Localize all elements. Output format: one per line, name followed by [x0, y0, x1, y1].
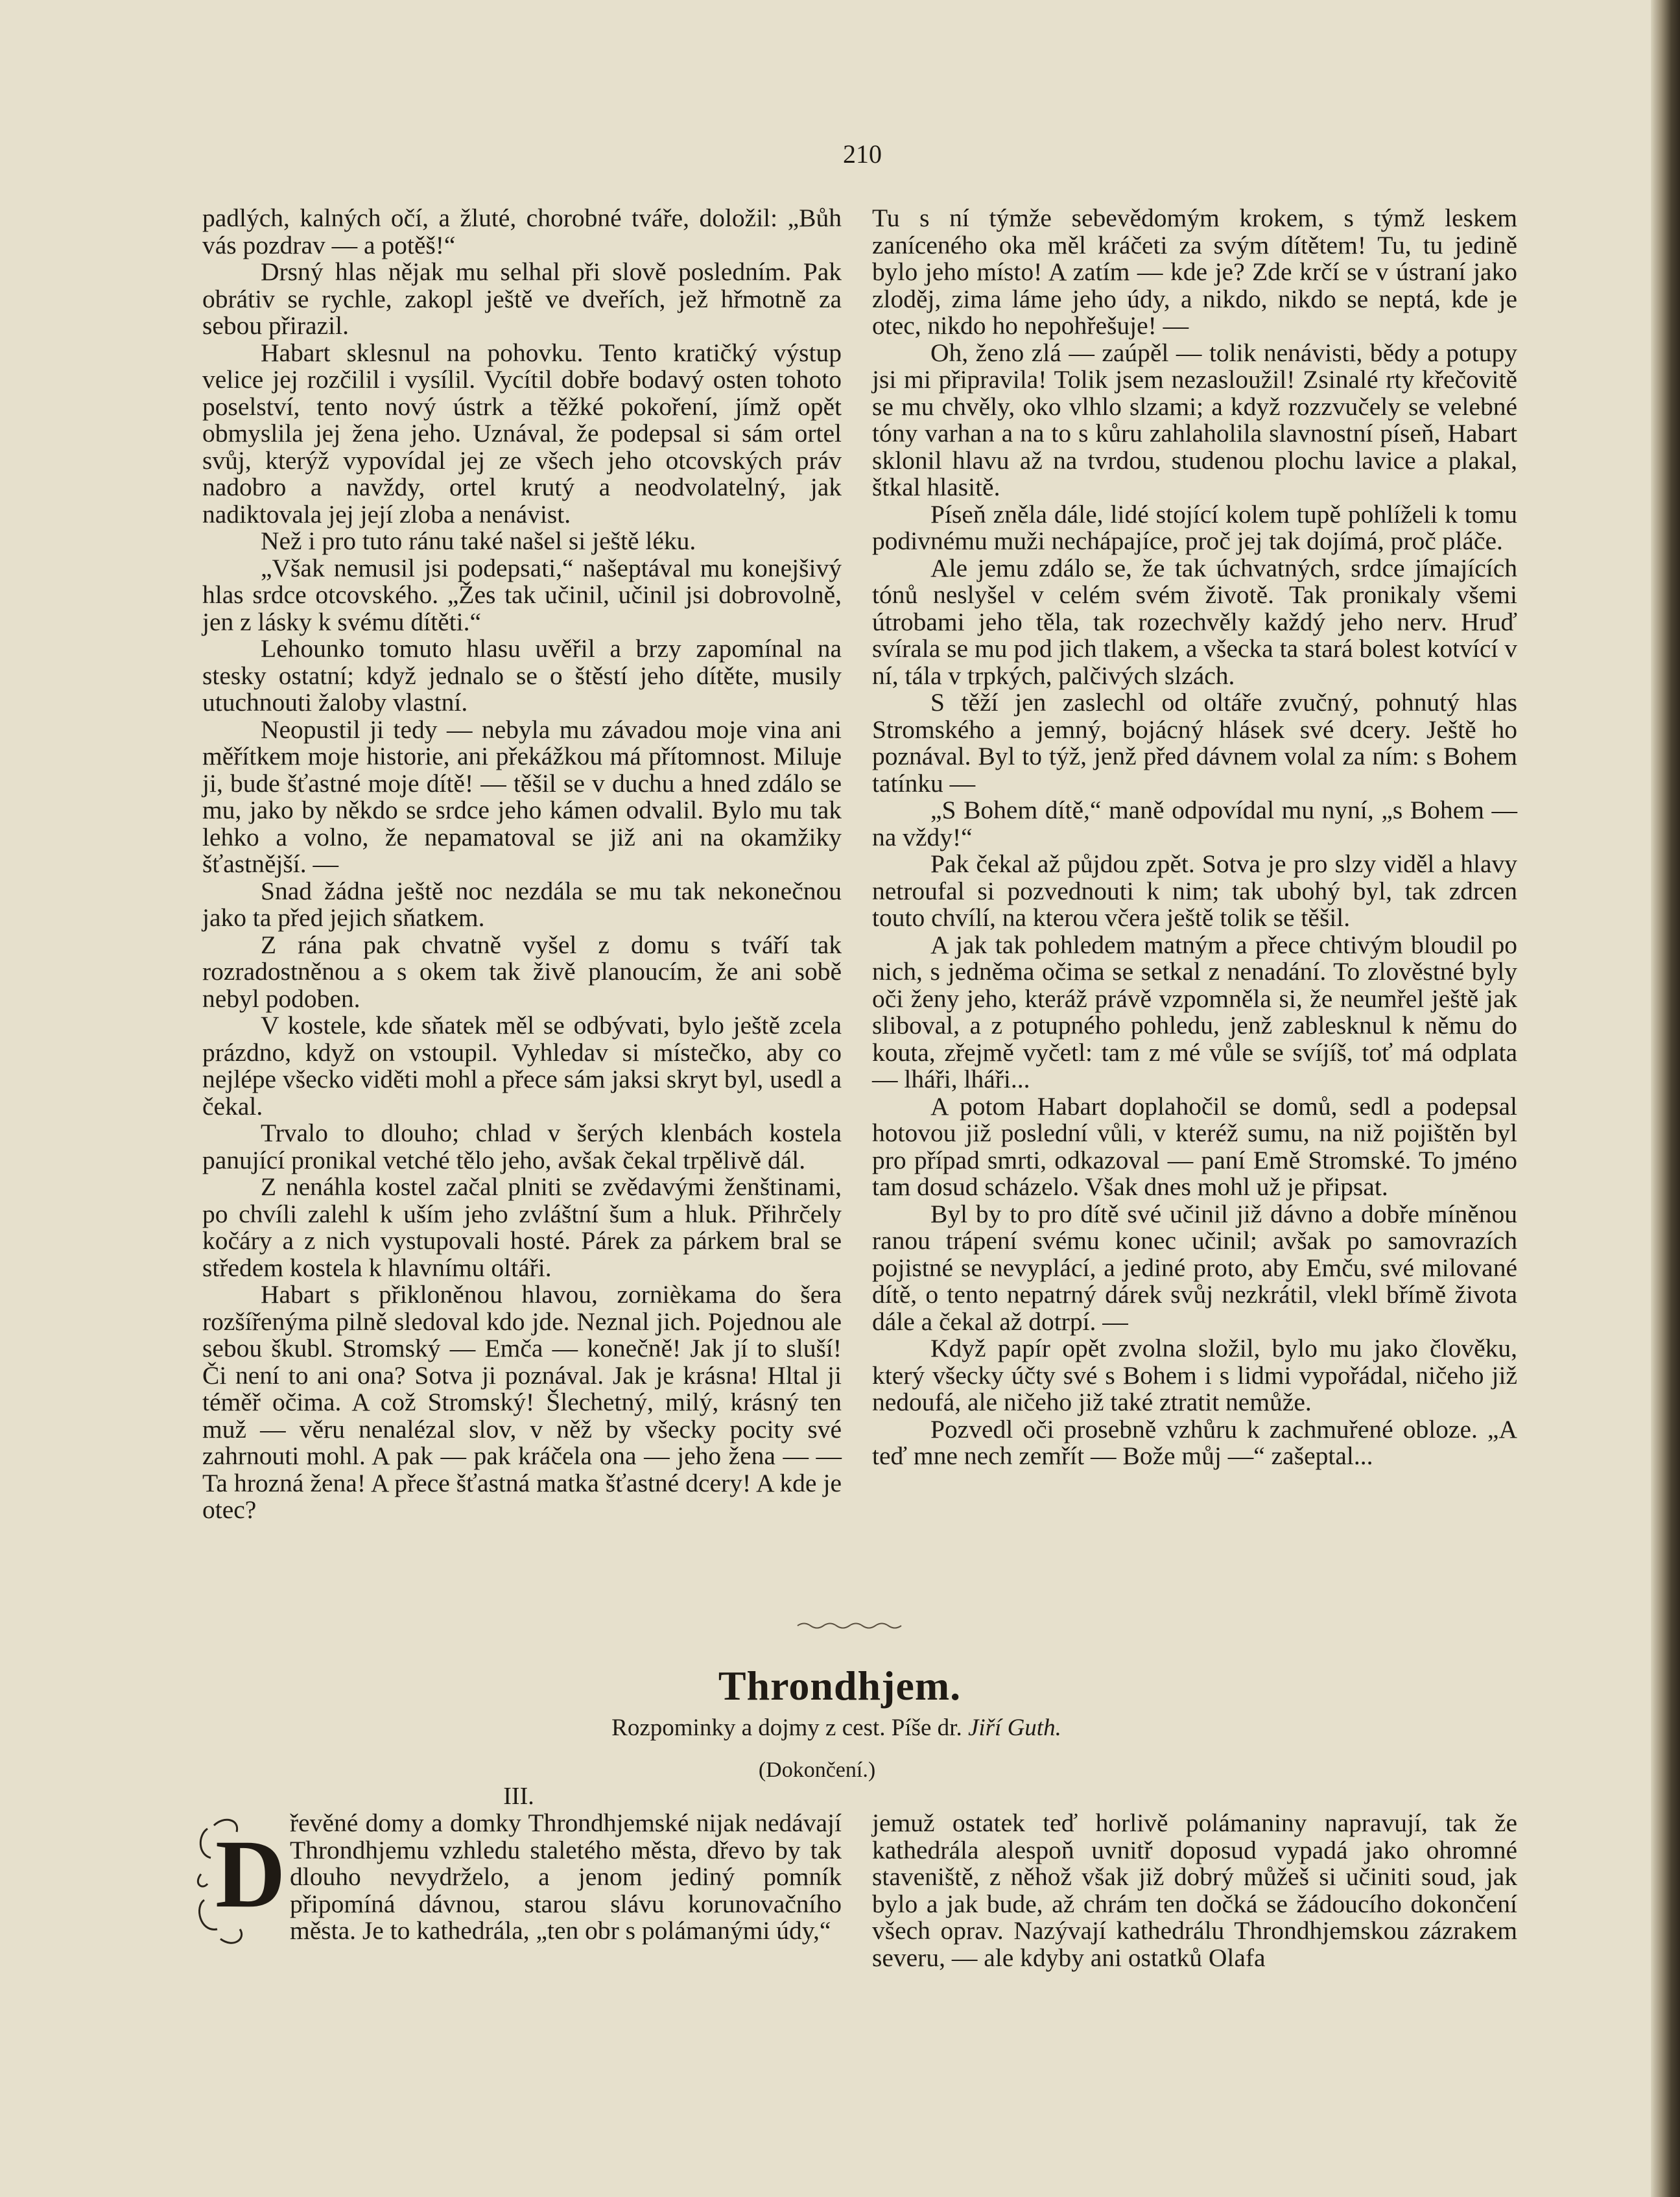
paragraph: „Však nemusil jsi podepsati,“ našeptával mu konejšivý hlas srdce otcovského. „Žes tak učinil, učinil jsi dobrovolně, jen z lásky k svému dítěti.“	[202, 553, 842, 636]
article-title: Throndhjem.	[718, 1663, 962, 1709]
paragraph: Lehounko tomuto hlasu uvěřil a brzy zapomínal na stesky ostatní; když jednalo se o štěstí jeho dítěte, musily utuchnouti žaloby vlastní.	[202, 634, 842, 717]
book-binding-edge	[1651, 0, 1680, 2197]
paragraph: Z rána pak chvatně vyšel z domu s tváří tak rozradostněnou a s okem tak živě planoucím, že ani sobě nebyl podoben.	[202, 930, 842, 1013]
paragraph: Trvalo to dlouho; chlad v šerých klenbách kostela panující pronikal vetché tělo jeho, avšak čekal trpělivě dál.	[202, 1119, 842, 1174]
left-column	[202, 205, 842, 1524]
paragraph: Když papír opět zvolna složil, bylo mu jako člověku, který všecky účty své s Bohem i s lidmi vypořádal, ničeho již nedoufá, ale ničeho již také ztratit nemůže.	[872, 1334, 1517, 1416]
paragraph: Snad žádna ještě noc nezdála se mu tak nekonečnou jako ta před jejich sňatkem.	[202, 876, 842, 932]
paragraph: Tu s ní týmže sebevědomým krokem, s týmž leskem zaníceného oka měl kráčeti za svým dítětem! Tu, tu jedině bylo jeho místo! A zatím — kde je? Zde krčí se v ústraní jako zloděj, zima láme jeho údy, a nikdo, nikdo se neptá, kde je otec, nikdo ho nepohřešuje! —	[872, 204, 1517, 340]
paragraph: A potom Habart doplahočil se domů, sedl a podepsal hotovou již poslední vůli, v kteréž sumu, na niž pojištěn byl pro případ smrti, odkazoval — paní Emě Stromské. To jméno tam dosud scházelo. Však dnes mohl už je připsat.	[872, 1091, 1517, 1201]
paragraph: Pozvedl oči prosebně vzhůru k zachmuřené obloze. „A teď mne nech zemřít — Bože můj —“ zašeptal...	[872, 1414, 1517, 1470]
dropcap-letter: D	[215, 1820, 286, 1928]
article-left-text: řevěné domy a domky Throndhjemské nijak nedávají Throndhjemu vzhledu staletého města, dřevo by tak dlouho nevydrželo, a jenom jediný pomník připomíná dávnou, starou slávu korunovačního města. Je to kathedrála, „ten obr s polámanými údy,“	[290, 1809, 842, 1945]
paragraph: V kostele, kde sňatek měl se odbývati, bylo ještě zcela prázdno, když on vstoupil. Vyhledav si místečko, aby co nejlépe všecko viděti mohl a přece sám jaksi skryt byl, usedl a čekal.	[202, 1011, 842, 1121]
paragraph: Pak čekal až půjdou zpět. Sotva je pro slzy viděl a hlavy netroufal si pozvednouti k nim; tak ubohý byl, tak zdrcen touto chvílí, na kterou včera ještě tolik se těšil.	[872, 849, 1517, 932]
paragraph: S těží jen zaslechl od oltáře zvučný, pohnutý hlas Stromského a jemný, bojácný hlásek své dcery. Ještě ho poznával. Byl to týž, jenž před dávnem volal za ním: s Bohem tatínku —	[872, 688, 1517, 798]
paragraph: Oh, ženo zlá — zaúpěl — tolik nenávisti, bědy a potupy jsi mi připravila! Tolik jsem nezasloužil! Zsinalé rty křečovitě se mu chvěly, oko vlhlo slzami; a když rozzvučely se velebné tóny varhan a na to s kůru zahlaholila slavnostní píseň, Habart sklonil hlavu až na tvrdou, studenou plochu lavice a plakal, štkal hlasitě.	[872, 338, 1517, 501]
paragraph: padlých, kalných očí, a žluté, chorobné tváře, doložil: „Bůh vás pozdrav — a potěš!“	[202, 204, 842, 259]
subtitle-text: Rozpominky a dojmy z cest. Píše dr.	[611, 1715, 962, 1741]
paragraph: Drsný hlas nějak mu selhal při slově posledním. Pak obrátiv se rychle, zakopl ještě ve dveřích, jež hřmotně za sebou přirazil.	[202, 257, 842, 340]
article-right-column	[872, 1810, 1517, 1971]
paragraph: Habart sklesnul na pohovku. Tento kratičký výstup velice jej rozčilil i vysílil. Vycítil dobře bodavý osten tohoto poselství, tento nový ústrk a těžké pokoření, jímž opět obmyslila jej žena jeho. Uznával, že podepsal si sám ortel svůj, kterýž vypovídal jej ze všech jeho otcovských práv nadobro a navždy, ortel krutý a neodvolatelný, jak nadiktovala jej její zloba a nenávist.	[202, 338, 842, 528]
paragraph: Neopustil ji tedy — nebyla mu závadou moje vina ani měřítkem moje historie, ani překážkou má přítomnost. Miluje ji, bude šťastné moje dítě! — těšil se v duchu a hned zdálo se mu, jako by někdo se srdce jeho kámen odvalil. Bylo mu tak lehko a volno, že nepamatoval se již ani na okamžiky šťastnější. —	[202, 715, 842, 878]
paragraph: Píseň zněla dále, lidé stojící kolem tupě pohlíželi k tomu podivnému muži nechápajíce, proč jej tak dojímá, proč pláče.	[872, 499, 1517, 555]
right-column	[872, 205, 1517, 1470]
paragraph: Než i pro tuto ránu také našel si ještě léku.	[261, 527, 696, 555]
page-number: 210	[843, 139, 882, 169]
section-number: III.	[503, 1783, 534, 1810]
article-left-column	[202, 1810, 842, 1945]
article-right-text: jemuž ostatek teď horlivě polámaniny napravují, tak že kathedrála alespoň uvnitř doposud vypadá jako ohromné staveniště, z něhož však již dobrý můžeš si učiniti soud, jak bylo a jak bude, až chrám ten dočká se žádoucího dokončení všech oprav. Nazývají kathedrálu Throndhjemskou zázrakem severu, — ale kdyby ani ostatků Olafa	[872, 1809, 1517, 1972]
paragraph: A jak tak pohledem matným a přece chtivým bloudil po nich, s jedněma očima se setkal z nenadání. To zlověstné byly oči ženy jeho, kteráž právě vzpomněla si, že neumřel ještě jak sliboval, a z potupného pohledu, jenž zablesknul k němu do kouta, zřejmě vyčetl: tam z mé vůle se svíjíš, toť má odplata — lháři, lháři...	[872, 930, 1517, 1093]
continuation-note: (Dokončení.)	[758, 1758, 876, 1782]
article-subtitle	[389, 1714, 1284, 1742]
paragraph: Habart s přikloněnou hlavou, zornièkama do šera rozšířenýma pilně sledoval kdo jde. Neznal jich. Pojednou ale sebou škubl. Stromský — Emča — konečně! Jak jí to sluší! Či není to ani ona? Sotva ji poznával. Jak je krásna! Hltal ji téměř očima. A což Stromský! Šlechetný, milý, krásný ten muž — věru nenalézal slov, v něž by všecky pocity své zahrnouti mohl. A pak — pak kráčela ona — jeho žena — — Ta hrozná žena! A přece šťastná matka šťastné dcery! A kde je otec?	[202, 1280, 842, 1524]
paragraph: Z nenáhla kostel začal plniti se zvědavými ženštinami, po chvíli zalehl k uším jeho zvláštní šum a hluk. Přihrčely kočáry a z nich vystupovali hosté. Párek za párkem bral se středem kostela k hlavnímu oltáři.	[202, 1172, 842, 1282]
section-divider-ornament	[796, 1620, 906, 1629]
paragraph: Byl by to pro dítě své učinil již dávno a dobře míněnou ranou trápení svému konec učinil; avšak po samovrazích pojistné se nevyplácí, a jediné proto, aby Emču, své milované dítě, o tento nepatrný dárek svůj nezkrátil, vlekl břímě života dále a čekal až dotrpí. —	[872, 1199, 1517, 1336]
author-name: Jiří Guth.	[967, 1715, 1061, 1741]
paragraph: Ale jemu zdálo se, že tak úchvatných, srdce jímajících tónů neslyšel v celém svém životě. Tak pronikaly všemi útrobami jeho těla, tak rozechvěly každý jeho nerv. Hruď svírala se mu pod jich tlakem, a všecka ta stará bolest kotvící v ní, tála v trpkých, palčivých slzách.	[872, 553, 1517, 690]
paragraph: „S Bohem dítě,“ maně odpovídal mu nyní, „s Bohem — na vždy!“	[872, 796, 1517, 851]
